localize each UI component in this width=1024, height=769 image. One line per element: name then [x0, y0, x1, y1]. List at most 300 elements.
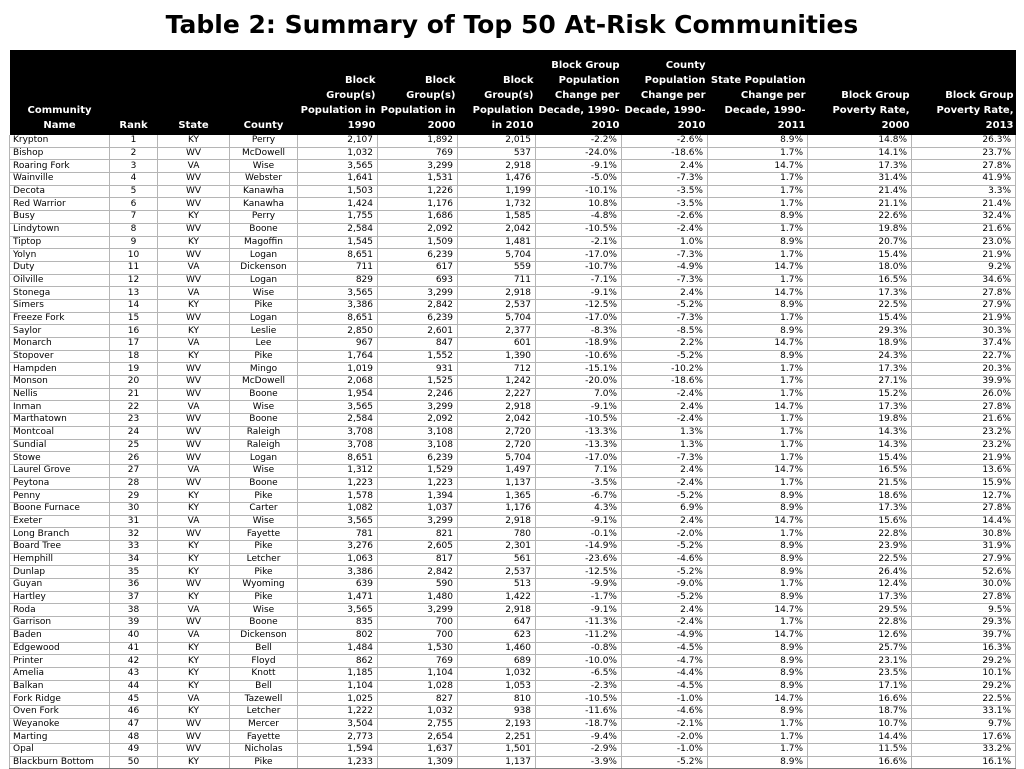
cell-rank: 5 [110, 185, 158, 198]
cell-rank: 10 [110, 249, 158, 262]
cell-community-name: Sundial [10, 439, 110, 452]
cell-poverty-2000: 17.3% [808, 363, 912, 376]
cell-state: KY [158, 541, 230, 554]
cell-state-change: 14.7% [708, 515, 808, 528]
cell-pop-2010: 780 [458, 528, 536, 541]
cell-poverty-2013: 21.4% [912, 198, 1016, 211]
cell-county-change: -4.6% [622, 553, 708, 566]
cell-poverty-2013: 14.4% [912, 515, 1016, 528]
cell-pop-2010: 1,481 [458, 236, 536, 249]
cell-community-name: Monarch [10, 338, 110, 351]
cell-state-change: 1.7% [708, 363, 808, 376]
cell-state: KY [158, 591, 230, 604]
cell-pop-2000: 817 [378, 553, 458, 566]
cell-state: KY [158, 642, 230, 655]
table-row [10, 414, 1016, 427]
cell-county-change: -7.3% [622, 173, 708, 186]
cell-county: Webster [230, 173, 298, 186]
cell-county: Leslie [230, 325, 298, 338]
cell-poverty-2000: 25.7% [808, 642, 912, 655]
cell-county-change: -1.0% [622, 744, 708, 757]
cell-state: WV [158, 426, 230, 439]
cell-state-change: 1.7% [708, 198, 808, 211]
cell-county-change: -2.0% [622, 528, 708, 541]
cell-pop-1990: 1,233 [298, 756, 378, 769]
cell-state-change: 14.7% [708, 401, 808, 414]
cell-county: Pike [230, 756, 298, 769]
cell-pop-1990: 2,068 [298, 376, 378, 389]
cell-pop-2010: 5,704 [458, 249, 536, 262]
cell-poverty-2013: 16.1% [912, 756, 1016, 769]
cell-state-change: 1.7% [708, 731, 808, 744]
cell-pop-2010: 513 [458, 579, 536, 592]
cell-county: Floyd [230, 655, 298, 668]
cell-poverty-2013: 23.7% [912, 147, 1016, 160]
cell-rank: 12 [110, 274, 158, 287]
table-row [10, 680, 1016, 693]
cell-rank: 13 [110, 287, 158, 300]
cell-pop-1990: 3,565 [298, 515, 378, 528]
cell-state: WV [158, 452, 230, 465]
table-row [10, 173, 1016, 186]
cell-state-change: 8.9% [708, 705, 808, 718]
cell-pop-2000: 1,552 [378, 350, 458, 363]
cell-state-change: 8.9% [708, 211, 808, 224]
cell-pop-1990: 3,708 [298, 426, 378, 439]
cell-community-name: Bishop [10, 147, 110, 160]
cell-community-name: Amelia [10, 667, 110, 680]
cell-county: Pike [230, 490, 298, 503]
cell-state-change: 1.7% [708, 388, 808, 401]
cell-county-change: 2.4% [622, 604, 708, 617]
cell-county: McDowell [230, 147, 298, 160]
cell-pop-2010: 2,227 [458, 388, 536, 401]
cell-pop-1990: 8,651 [298, 249, 378, 262]
table-row [10, 705, 1016, 718]
cell-poverty-2000: 22.6% [808, 211, 912, 224]
cell-poverty-2013: 12.7% [912, 490, 1016, 503]
cell-bg-change: -20.0% [536, 376, 622, 389]
cell-county-change: 6.9% [622, 502, 708, 515]
cell-state: WV [158, 249, 230, 262]
cell-community-name: Opal [10, 744, 110, 757]
cell-bg-change: -6.7% [536, 490, 622, 503]
cell-state-change: 14.7% [708, 693, 808, 706]
table-row [10, 211, 1016, 224]
cell-poverty-2013: 23.2% [912, 426, 1016, 439]
cell-rank: 6 [110, 198, 158, 211]
cell-county-change: 2.4% [622, 464, 708, 477]
cell-rank: 25 [110, 439, 158, 452]
cell-poverty-2000: 16.6% [808, 693, 912, 706]
cell-community-name: Balkan [10, 680, 110, 693]
cell-county-change: -2.1% [622, 718, 708, 731]
cell-state-change: 14.7% [708, 464, 808, 477]
table-row [10, 756, 1016, 769]
cell-poverty-2013: 39.7% [912, 629, 1016, 642]
cell-county-change: -5.2% [622, 591, 708, 604]
cell-state-change: 8.9% [708, 642, 808, 655]
cell-poverty-2000: 15.4% [808, 312, 912, 325]
cell-poverty-2013: 27.9% [912, 299, 1016, 312]
cell-pop-2010: 2,042 [458, 414, 536, 427]
cell-county-change: -5.2% [622, 350, 708, 363]
cell-county-change: -5.2% [622, 541, 708, 554]
cell-county-change: -5.2% [622, 566, 708, 579]
table-row [10, 731, 1016, 744]
cell-rank: 11 [110, 261, 158, 274]
cell-poverty-2013: 23.2% [912, 439, 1016, 452]
cell-community-name: Oven Fork [10, 705, 110, 718]
cell-poverty-2000: 23.5% [808, 667, 912, 680]
cell-county-change: -4.7% [622, 655, 708, 668]
cell-county-change: 1.0% [622, 236, 708, 249]
cell-pop-2010: 2,251 [458, 731, 536, 744]
cell-community-name: Marthatown [10, 414, 110, 427]
table-row [10, 579, 1016, 592]
cell-state: VA [158, 261, 230, 274]
cell-bg-change: -11.2% [536, 629, 622, 642]
cell-state: VA [158, 515, 230, 528]
cell-poverty-2000: 16.5% [808, 464, 912, 477]
cell-county: Mercer [230, 718, 298, 731]
cell-county-change: -7.3% [622, 452, 708, 465]
cell-rank: 19 [110, 363, 158, 376]
cell-county: McDowell [230, 376, 298, 389]
cell-rank: 17 [110, 338, 158, 351]
table-row [10, 287, 1016, 300]
cell-rank: 45 [110, 693, 158, 706]
cell-state-change: 1.7% [708, 249, 808, 262]
cell-county: Wise [230, 401, 298, 414]
cell-poverty-2013: 33.2% [912, 744, 1016, 757]
cell-community-name: Lindytown [10, 223, 110, 236]
cell-county: Lee [230, 338, 298, 351]
cell-bg-change: -11.6% [536, 705, 622, 718]
cell-bg-change: -9.9% [536, 579, 622, 592]
cell-rank: 28 [110, 477, 158, 490]
cell-pop-2010: 1,585 [458, 211, 536, 224]
cell-community-name: Wainville [10, 173, 110, 186]
cell-bg-change: -0.8% [536, 642, 622, 655]
cell-rank: 18 [110, 350, 158, 363]
cell-state-change: 14.7% [708, 629, 808, 642]
cell-community-name: Fork Ridge [10, 693, 110, 706]
cell-county: Logan [230, 452, 298, 465]
cell-community-name: Red Warrior [10, 198, 110, 211]
cell-poverty-2013: 27.8% [912, 591, 1016, 604]
cell-pop-2000: 3,108 [378, 439, 458, 452]
cell-county-change: -2.4% [622, 388, 708, 401]
cell-rank: 32 [110, 528, 158, 541]
cell-poverty-2013: 27.8% [912, 160, 1016, 173]
cell-state-change: 1.7% [708, 426, 808, 439]
header-county: County [230, 50, 298, 135]
cell-county-change: -5.2% [622, 299, 708, 312]
cell-poverty-2000: 22.5% [808, 299, 912, 312]
cell-state: WV [158, 731, 230, 744]
cell-community-name: Blackburn Bottom [10, 756, 110, 769]
cell-county: Wise [230, 287, 298, 300]
cell-poverty-2000: 22.8% [808, 617, 912, 630]
cell-community-name: Oilville [10, 274, 110, 287]
cell-community-name: Guyan [10, 579, 110, 592]
cell-state: WV [158, 477, 230, 490]
cell-county-change: 2.4% [622, 160, 708, 173]
cell-county: Logan [230, 312, 298, 325]
cell-poverty-2000: 17.3% [808, 502, 912, 515]
cell-pop-2000: 1,892 [378, 135, 458, 147]
cell-state: WV [158, 363, 230, 376]
cell-bg-change: -10.5% [536, 693, 622, 706]
cell-bg-change: -2.1% [536, 236, 622, 249]
cell-state: WV [158, 198, 230, 211]
cell-rank: 4 [110, 173, 158, 186]
cell-county: Wyoming [230, 579, 298, 592]
cell-poverty-2000: 23.9% [808, 541, 912, 554]
cell-state: KY [158, 299, 230, 312]
cell-pop-2010: 1,476 [458, 173, 536, 186]
cell-bg-change: -9.1% [536, 287, 622, 300]
table-row [10, 135, 1016, 147]
cell-county-change: -18.6% [622, 147, 708, 160]
cell-state-change: 1.7% [708, 223, 808, 236]
cell-poverty-2000: 19.8% [808, 414, 912, 427]
cell-pop-2010: 1,460 [458, 642, 536, 655]
header-row [10, 50, 1016, 135]
table-row [10, 236, 1016, 249]
table-row [10, 147, 1016, 160]
cell-county: Pike [230, 591, 298, 604]
cell-poverty-2013: 21.9% [912, 452, 1016, 465]
cell-community-name: Weyanoke [10, 718, 110, 731]
cell-pop-1990: 2,584 [298, 223, 378, 236]
cell-bg-change: -9.1% [536, 604, 622, 617]
cell-community-name: Baden [10, 629, 110, 642]
cell-poverty-2000: 17.1% [808, 680, 912, 693]
cell-state-change: 1.7% [708, 718, 808, 731]
cell-poverty-2013: 16.3% [912, 642, 1016, 655]
cell-county: Nicholas [230, 744, 298, 757]
cell-rank: 27 [110, 464, 158, 477]
cell-community-name: Hartley [10, 591, 110, 604]
cell-bg-change: -9.1% [536, 401, 622, 414]
cell-pop-2000: 1,531 [378, 173, 458, 186]
cell-rank: 29 [110, 490, 158, 503]
cell-pop-2000: 3,299 [378, 401, 458, 414]
cell-state-change: 8.9% [708, 655, 808, 668]
cell-pop-2010: 1,199 [458, 185, 536, 198]
cell-pop-1990: 3,504 [298, 718, 378, 731]
cell-poverty-2013: 21.9% [912, 249, 1016, 262]
cell-pop-1990: 967 [298, 338, 378, 351]
cell-county: Boone [230, 617, 298, 630]
cell-rank: 21 [110, 388, 158, 401]
cell-poverty-2000: 22.5% [808, 553, 912, 566]
cell-state: VA [158, 401, 230, 414]
cell-county-change: 2.4% [622, 515, 708, 528]
cell-rank: 1 [110, 135, 158, 147]
cell-pop-2010: 712 [458, 363, 536, 376]
cell-state-change: 1.7% [708, 439, 808, 452]
cell-state: WV [158, 617, 230, 630]
cell-county-change: 2.2% [622, 338, 708, 351]
cell-rank: 16 [110, 325, 158, 338]
cell-pop-1990: 1,545 [298, 236, 378, 249]
cell-county-change: -7.3% [622, 249, 708, 262]
cell-state: VA [158, 693, 230, 706]
cell-pop-1990: 3,565 [298, 604, 378, 617]
table-row [10, 604, 1016, 617]
cell-pop-1990: 1,223 [298, 477, 378, 490]
cell-rank: 14 [110, 299, 158, 312]
cell-pop-1990: 1,755 [298, 211, 378, 224]
header-pop-1990: Block Group(s) Population in 1990 [298, 50, 378, 135]
table-row [10, 541, 1016, 554]
cell-poverty-2000: 11.5% [808, 744, 912, 757]
table-row [10, 617, 1016, 630]
cell-poverty-2000: 17.3% [808, 160, 912, 173]
cell-county-change: -5.2% [622, 490, 708, 503]
cell-county: Wise [230, 604, 298, 617]
cell-pop-2010: 1,137 [458, 477, 536, 490]
cell-county-change: 2.4% [622, 287, 708, 300]
cell-pop-2010: 1,137 [458, 756, 536, 769]
table-row [10, 261, 1016, 274]
table-row [10, 591, 1016, 604]
cell-poverty-2000: 14.3% [808, 439, 912, 452]
cell-poverty-2000: 26.4% [808, 566, 912, 579]
cell-poverty-2013: 30.8% [912, 528, 1016, 541]
cell-community-name: Stowe [10, 452, 110, 465]
cell-bg-change: -18.7% [536, 718, 622, 731]
cell-rank: 49 [110, 744, 158, 757]
cell-poverty-2013: 9.2% [912, 261, 1016, 274]
cell-pop-1990: 781 [298, 528, 378, 541]
cell-pop-1990: 8,651 [298, 452, 378, 465]
cell-county: Fayette [230, 731, 298, 744]
cell-state-change: 1.7% [708, 477, 808, 490]
cell-poverty-2013: 20.3% [912, 363, 1016, 376]
cell-community-name: Duty [10, 261, 110, 274]
cell-pop-2010: 711 [458, 274, 536, 287]
cell-pop-1990: 1,503 [298, 185, 378, 198]
table-row [10, 693, 1016, 706]
cell-county-change: -10.2% [622, 363, 708, 376]
cell-rank: 22 [110, 401, 158, 414]
cell-pop-2000: 2,842 [378, 566, 458, 579]
cell-pop-2000: 769 [378, 655, 458, 668]
cell-state: KY [158, 705, 230, 718]
cell-pop-2010: 601 [458, 338, 536, 351]
cell-rank: 20 [110, 376, 158, 389]
cell-state: KY [158, 325, 230, 338]
cell-pop-2010: 810 [458, 693, 536, 706]
cell-poverty-2013: 10.1% [912, 667, 1016, 680]
cell-state: WV [158, 376, 230, 389]
cell-bg-change: -10.5% [536, 223, 622, 236]
cell-county: Carter [230, 502, 298, 515]
cell-pop-2010: 1,422 [458, 591, 536, 604]
cell-state: KY [158, 566, 230, 579]
table-row [10, 274, 1016, 287]
cell-county-change: -2.6% [622, 211, 708, 224]
cell-bg-change: -2.2% [536, 135, 622, 147]
table-row [10, 426, 1016, 439]
cell-poverty-2000: 29.3% [808, 325, 912, 338]
cell-pop-1990: 1,185 [298, 667, 378, 680]
cell-bg-change: -4.8% [536, 211, 622, 224]
cell-pop-1990: 835 [298, 617, 378, 630]
cell-pop-2010: 2,918 [458, 160, 536, 173]
cell-poverty-2000: 27.1% [808, 376, 912, 389]
table-row [10, 667, 1016, 680]
table-row [10, 655, 1016, 668]
cell-pop-2000: 3,299 [378, 515, 458, 528]
cell-county: Raleigh [230, 426, 298, 439]
cell-state-change: 1.7% [708, 414, 808, 427]
cell-pop-1990: 3,386 [298, 299, 378, 312]
cell-bg-change: 10.8% [536, 198, 622, 211]
cell-county: Wise [230, 160, 298, 173]
cell-state: KY [158, 756, 230, 769]
cell-pop-1990: 8,651 [298, 312, 378, 325]
cell-rank: 48 [110, 731, 158, 744]
cell-state: KY [158, 680, 230, 693]
cell-poverty-2013: 23.0% [912, 236, 1016, 249]
cell-county-change: -3.5% [622, 185, 708, 198]
cell-community-name: Marting [10, 731, 110, 744]
cell-county: Perry [230, 135, 298, 147]
cell-state-change: 8.9% [708, 490, 808, 503]
cell-rank: 46 [110, 705, 158, 718]
cell-state: KY [158, 490, 230, 503]
cell-county-change: -18.6% [622, 376, 708, 389]
cell-state-change: 1.7% [708, 147, 808, 160]
cell-bg-change: -13.3% [536, 426, 622, 439]
cell-pop-2000: 2,601 [378, 325, 458, 338]
cell-state: WV [158, 579, 230, 592]
cell-pop-2010: 689 [458, 655, 536, 668]
cell-poverty-2000: 17.3% [808, 287, 912, 300]
cell-community-name: Printer [10, 655, 110, 668]
cell-rank: 43 [110, 667, 158, 680]
cell-poverty-2013: 3.3% [912, 185, 1016, 198]
cell-pop-2000: 1,037 [378, 502, 458, 515]
cell-poverty-2013: 29.2% [912, 680, 1016, 693]
cell-poverty-2000: 31.4% [808, 173, 912, 186]
cell-pop-1990: 802 [298, 629, 378, 642]
cell-pop-2000: 1,226 [378, 185, 458, 198]
header-bg-change: Block Group Population Change per Decade, 1990-2010 [536, 50, 622, 135]
cell-poverty-2013: 27.8% [912, 401, 1016, 414]
cell-state-change: 1.7% [708, 274, 808, 287]
cell-pop-2000: 2,755 [378, 718, 458, 731]
cell-bg-change: -17.0% [536, 452, 622, 465]
cell-bg-change: -10.5% [536, 414, 622, 427]
cell-poverty-2000: 16.5% [808, 274, 912, 287]
cell-pop-2010: 1,501 [458, 744, 536, 757]
cell-pop-2010: 5,704 [458, 312, 536, 325]
cell-state: WV [158, 223, 230, 236]
cell-pop-2010: 5,704 [458, 452, 536, 465]
table-row [10, 515, 1016, 528]
cell-pop-2010: 1,390 [458, 350, 536, 363]
cell-poverty-2013: 30.3% [912, 325, 1016, 338]
cell-community-name: Freeze Fork [10, 312, 110, 325]
cell-state: VA [158, 287, 230, 300]
cell-pop-2010: 2,918 [458, 515, 536, 528]
